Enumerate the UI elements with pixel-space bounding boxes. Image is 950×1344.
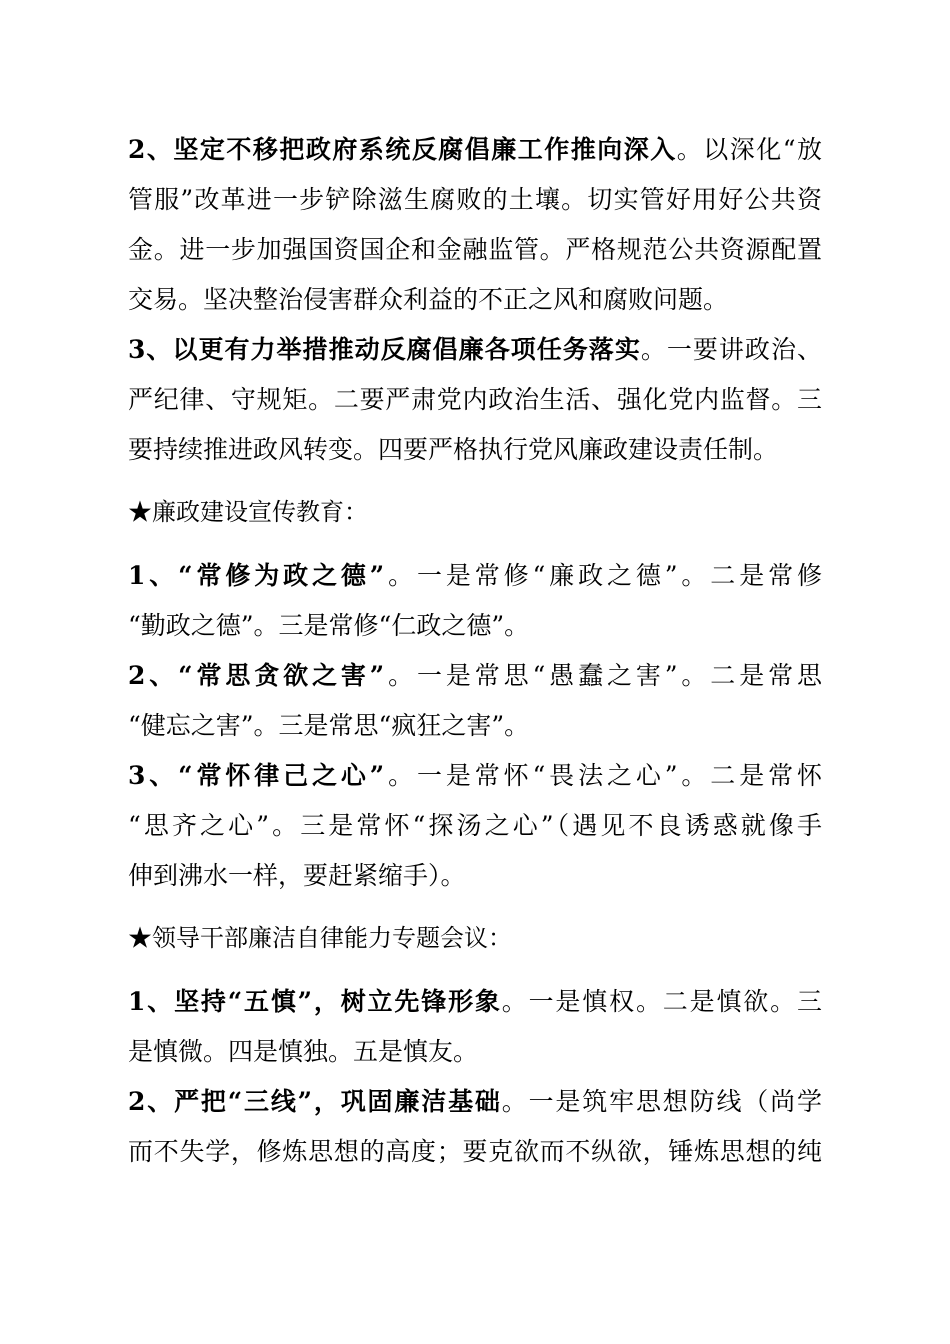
text-line: [128, 1030, 822, 1080]
text-line: [128, 854, 822, 904]
text-line: [128, 1130, 822, 1180]
paragraph: [128, 980, 822, 1080]
text-line: [128, 328, 822, 378]
body-text: 伸到沸水一样，要赶紧缩手）。: [128, 861, 466, 890]
text-line: [128, 428, 822, 478]
bold-lead-text: 2、“常思贪欲之害”: [128, 661, 385, 690]
body-text: 交易。坚决整治侵害群众利益的不正之风和腐败问题。: [128, 285, 729, 314]
body-text: 。一是常怀“畏法之心”。二是常怀: [384, 761, 822, 790]
text-line: [128, 378, 822, 428]
paragraph: [128, 1080, 822, 1180]
body-text: 管服”改革进一步铲除滋生腐败的土壤。切实管好用好公共资: [128, 185, 822, 214]
bold-lead-text: 1、坚持“五慎”，树立先锋形象: [128, 987, 502, 1016]
text-line: [128, 178, 822, 228]
body-text: 。一是筑牢思想防线（尚学: [501, 1087, 822, 1116]
text-line: [128, 704, 822, 754]
text-line: [128, 554, 822, 604]
bold-lead-text: 2、坚定不移把政府系统反腐倡廉工作推向深入: [128, 135, 677, 164]
text-line: [128, 980, 822, 1030]
body-text: 。以深化“放: [676, 135, 822, 164]
text-line: [128, 1080, 822, 1130]
body-text: “思齐之心”。三是常怀“探汤之心”（遇见不良诱惑就像手: [128, 811, 822, 840]
text-line: [128, 604, 822, 654]
text-line: [128, 278, 822, 328]
bold-lead-text: 2、严把“三线”，巩固廉洁基础: [128, 1087, 502, 1116]
body-text: 。一是常思“愚蠢之害”。二是常思: [384, 661, 822, 690]
body-text: 严纪律、守规矩。二要严肃党内政治生活、强化党内监督。三: [128, 385, 822, 414]
section-heading: ★领导干部廉洁自律能力专题会议：: [128, 924, 512, 952]
paragraph: [128, 328, 822, 478]
body-text: 而不失学，修炼思想的高度；要克欲而不纵欲，锤炼思想的纯: [128, 1137, 822, 1166]
text-line: [128, 228, 822, 278]
bold-lead-text: 3、“常怀律己之心”: [128, 761, 385, 790]
text-line: [128, 754, 822, 804]
body-text: “健忘之害”。三是常思“疯狂之害”。: [128, 711, 530, 740]
text-line: [128, 804, 822, 854]
text-line: [128, 128, 822, 178]
body-text: 。一要讲政治、: [640, 335, 822, 364]
bold-lead-text: 3、以更有力举措推动反腐倡廉各项任务落实: [128, 335, 641, 364]
paragraph: [128, 128, 822, 328]
paragraph: [128, 754, 822, 904]
body-text: “勤政之德”。三是常修“仁政之德”。: [128, 611, 530, 640]
paragraph: [128, 654, 822, 754]
body-text: 要持续推进政风转变。四要严格执行党风廉政建设责任制。: [128, 435, 779, 464]
body-text: 是慎微。四是慎独。五是慎友。: [128, 1037, 479, 1066]
paragraph: [128, 554, 822, 654]
text-line: [128, 654, 822, 704]
body-text: 。一是慎权。二是慎欲。三: [501, 987, 822, 1016]
body-text: 金。进一步加强国资国企和金融监管。严格规范公共资源配置: [128, 235, 822, 264]
bold-lead-text: 1、“常修为政之德”: [128, 561, 385, 590]
section-heading: ★廉政建设宣传教育：: [128, 498, 368, 526]
body-text: 。一是常修“廉政之德”。二是常修: [384, 561, 822, 590]
document-page: [128, 128, 822, 1180]
